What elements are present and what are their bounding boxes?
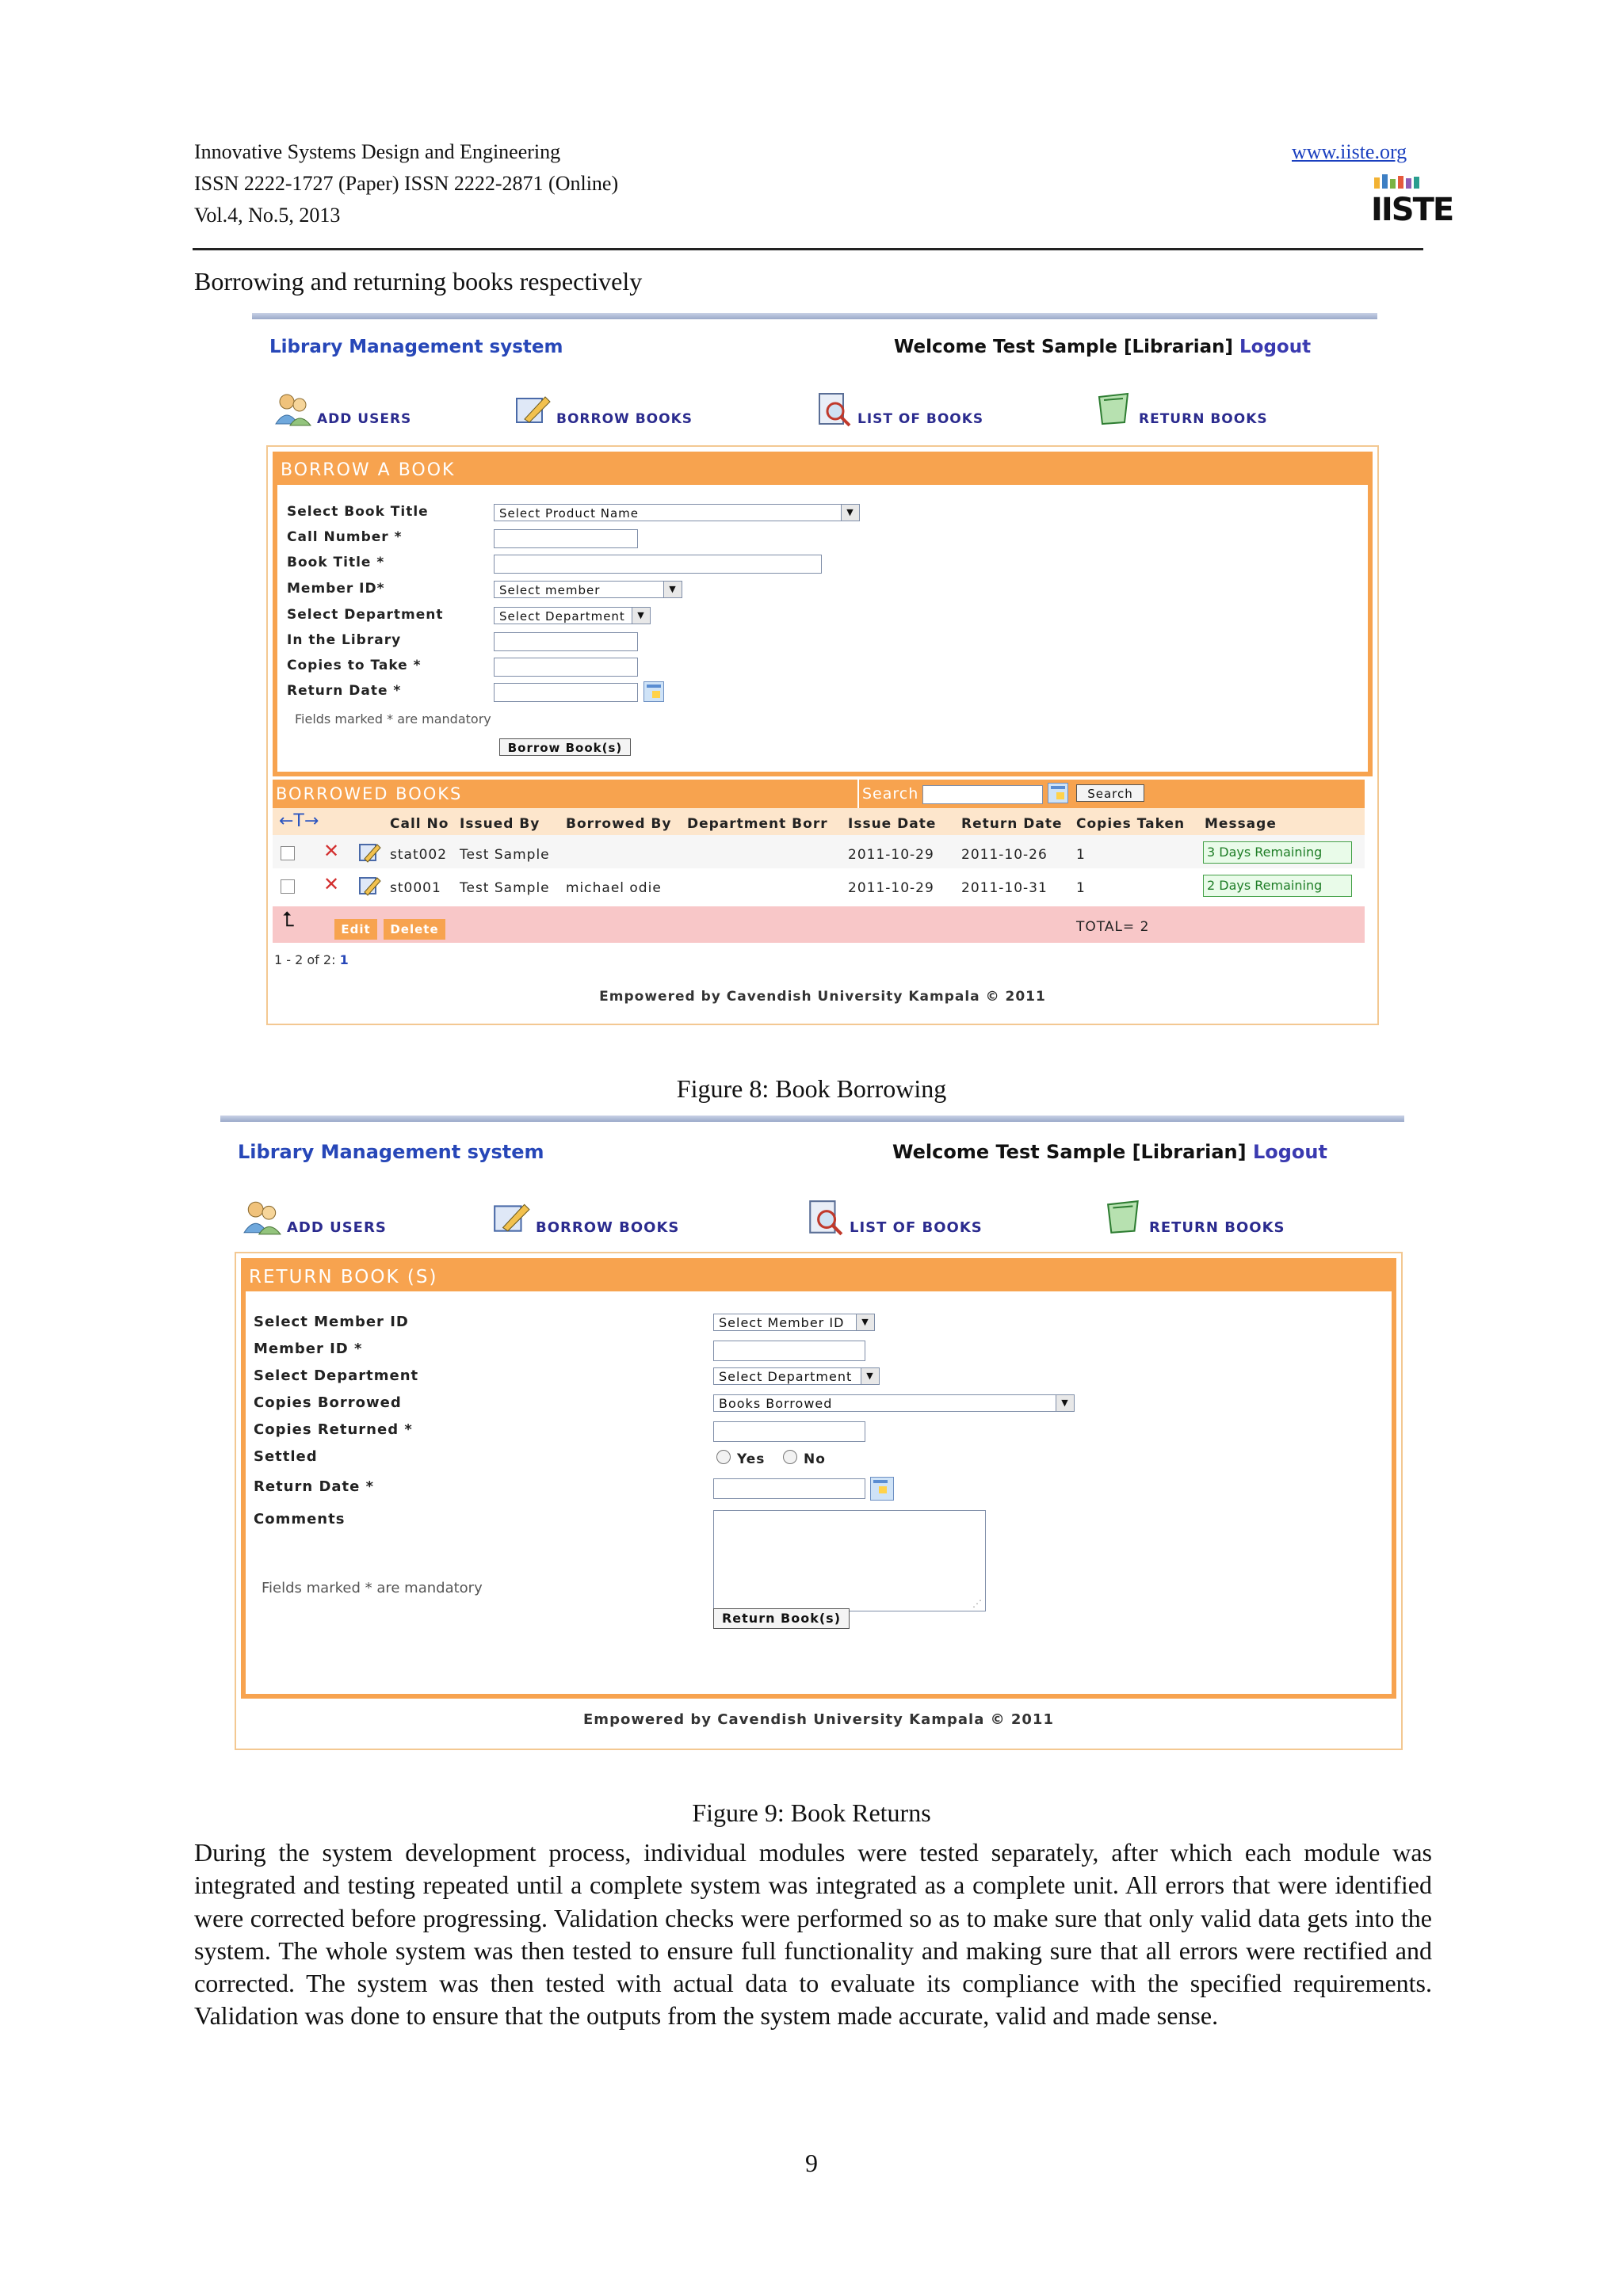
borrowed-books-header [273,780,1365,808]
search-input[interactable] [922,785,1043,804]
label-copies-returned: Copies Returned * [254,1421,413,1438]
edit-pencil-icon [514,392,552,427]
select-department-value: Select Department [499,609,625,624]
total-count: TOTAL= 2 [1076,919,1150,935]
return-screenshot [220,1116,1404,1753]
content-frame [266,445,1379,1025]
col-issue-date[interactable]: Issue Date [848,816,937,832]
journal-issn: ISSN 2222-1727 (Paper) ISSN 2222-2871 (Online) [194,172,619,195]
row2-return-date: 2011-10-31 [961,880,1048,896]
journal-volume: Vol.4, No.5, 2013 [194,204,341,227]
col-return-date[interactable]: Return Date [961,816,1063,832]
select-member-id-value: Select Member ID [719,1315,845,1330]
nav-label-borrow-books: BORROW BOOKS [536,1219,680,1236]
page-number: 9 [805,2149,818,2177]
copies-returned-input[interactable] [713,1421,865,1442]
col-borrowed-by[interactable]: Borrowed By [566,816,672,832]
sort-arrows-icon[interactable]: ←T→ [279,811,319,831]
row2-issued-by: Test Sample [460,880,550,896]
label-call-number: Call Number * [287,529,403,545]
users-icon [274,392,312,427]
nav-label-list-of-books: LIST OF BOOKS [857,411,984,427]
row-checkbox[interactable] [281,846,295,860]
nav-label-add-users: ADD USERS [287,1219,387,1236]
select-department[interactable] [494,607,651,624]
label-select-member-id: Select Member ID [254,1314,409,1330]
col-issued-by[interactable]: Issued By [460,816,540,832]
nav-borrow-books[interactable] [491,1199,679,1236]
delete-button[interactable]: Delete [384,919,445,940]
pagination-page-link[interactable]: 1 [339,952,349,967]
nav-add-users[interactable] [274,392,411,427]
row1-issue-date: 2011-10-29 [848,847,934,863]
label-book-title: Book Title * [287,555,385,570]
return-panel-heading: RETURN BOOK (S) [246,1263,1392,1291]
member-id-input[interactable] [713,1341,865,1361]
col-call-no[interactable]: Call No [390,816,449,832]
nav-return-books[interactable] [1105,1199,1285,1236]
nav-list-of-books[interactable] [805,1199,983,1236]
select-book-title[interactable] [494,504,860,521]
select-member[interactable] [494,581,682,598]
label-select-department: Select Department [254,1367,419,1384]
settled-no-radio[interactable] [783,1450,797,1464]
label-copies-to-take: Copies to Take * [287,658,422,673]
edit-pencil-icon[interactable] [358,841,382,864]
iiste-logo [1371,173,1453,230]
book-title-input[interactable] [494,555,822,574]
delete-x-icon[interactable]: ✕ [323,873,340,895]
select-member-value: Select member [499,583,601,597]
call-number-input[interactable] [494,529,638,548]
borrow-panel [273,452,1373,776]
row1-issued-by: Test Sample [460,847,550,863]
label-member-id: Member ID* [287,581,385,597]
intro-line: Borrowing and returning books respectively [194,267,643,296]
edit-button[interactable]: Edit [334,919,377,940]
col-department[interactable]: Department Borr [687,816,828,832]
iiste-logo-text: IISTE [1371,192,1453,228]
return-date-input[interactable] [713,1478,865,1499]
label-comments: Comments [254,1511,346,1527]
borrow-screenshot [252,313,1377,1030]
search-label: Search [862,785,919,803]
welcome-text [894,337,1311,357]
calendar-icon[interactable] [1048,783,1068,803]
pagination-text: 1 - 2 of 2: [274,952,336,967]
label-return-date: Return Date * [254,1478,375,1495]
app-title[interactable]: Library Management system [269,337,563,357]
app-footer: Empowered by Cavendish University Kampala © 2011 [599,989,1046,1005]
welcome-user: Welcome Test Sample [Librarian] [892,1141,1247,1163]
welcome-text [892,1141,1327,1163]
nav-borrow-books[interactable] [514,392,693,427]
app-footer: Empowered by Cavendish University Kampala © 2011 [583,1711,1054,1728]
nav-return-books[interactable] [1096,392,1268,427]
select-member-id[interactable] [713,1314,875,1331]
borrow-books-button[interactable]: Borrow Book(s) [499,738,631,756]
mandatory-note: Fields marked * are mandatory [295,711,491,727]
welcome-user: Welcome Test Sample [Librarian] [894,337,1233,357]
figure-8-caption: Figure 8: Book Borrowing [676,1074,947,1103]
row2-borrowed-by: michael odie [566,880,662,896]
nav-label-return-books: RETURN BOOKS [1149,1219,1285,1236]
row2-call-no: st0001 [390,880,441,896]
label-select-department: Select Department [287,607,444,623]
magnifier-list-icon [815,392,853,427]
nav-label-return-books: RETURN BOOKS [1139,411,1268,427]
select-book-title-value: Select Product Name [499,506,640,521]
app-title[interactable]: Library Management system [238,1141,544,1163]
col-message[interactable]: Message [1205,816,1277,832]
edit-pencil-icon [491,1199,531,1236]
row2-issue-date: 2011-10-29 [848,880,934,896]
figure-9-caption: Figure 9: Book Returns [692,1798,931,1827]
copies-to-take-input[interactable] [494,658,638,677]
delete-x-icon[interactable]: ✕ [323,840,340,862]
label-return-date: Return Date * [287,683,402,699]
logout-link[interactable]: Logout [1252,1141,1327,1163]
calendar-icon[interactable] [643,681,664,702]
nav-label-borrow-books: BORROW BOOKS [556,411,693,427]
label-member-id: Member ID * [254,1341,363,1357]
select-department[interactable] [713,1367,880,1385]
label-in-library: In the Library [287,632,402,648]
label-settled: Settled [254,1448,318,1465]
edit-pencil-icon[interactable] [358,875,382,897]
comments-textarea[interactable] [713,1510,986,1611]
return-books-button[interactable]: Return Book(s) [713,1608,850,1629]
pagination [274,952,349,967]
chevron-down-icon: ▼ [663,582,682,597]
nav-add-users[interactable] [242,1199,387,1236]
col-copies-taken[interactable]: Copies Taken [1076,816,1186,832]
row1-message-badge: 3 Days Remaining [1203,841,1352,864]
settled-yes-label: Yes [737,1451,766,1467]
calendar-icon[interactable] [870,1477,894,1501]
return-book-icon [1096,392,1134,427]
select-books-borrowed[interactable] [713,1394,1075,1412]
row1-call-no: stat002 [390,847,448,863]
content-frame [235,1252,1403,1750]
select-department-value: Select Department [719,1369,853,1384]
chevron-down-icon: ▼ [841,505,859,521]
row1-return-date: 2011-10-26 [961,847,1048,863]
label-copies-borrowed: Copies Borrowed [254,1394,402,1411]
borrowed-books-heading: BORROWED BOOKS [276,784,463,803]
label-select-book-title: Select Book Title [287,504,429,520]
chevron-down-icon: ▼ [632,608,650,624]
mandatory-note: Fields marked * are mandatory [262,1580,483,1596]
browser-top-strip [252,313,1377,319]
in-library-input[interactable] [494,632,638,651]
journal-title: Innovative Systems Design and Engineering [194,140,561,163]
settled-no-label: No [804,1451,826,1467]
select-all-arrow-icon: ⮤ [282,908,295,932]
return-book-icon [1105,1199,1144,1236]
nav-list-of-books[interactable] [815,392,983,427]
select-books-borrowed-value: Books Borrowed [719,1396,833,1411]
row2-message-badge: 2 Days Remaining [1203,875,1352,897]
header-rule [193,248,1423,250]
logout-link[interactable]: Logout [1239,337,1312,357]
magnifier-list-icon [805,1199,845,1236]
journal-website-link[interactable]: www.iiste.org [1292,140,1407,163]
search-button[interactable]: Search [1076,784,1144,802]
nav-label-add-users: ADD USERS [317,411,412,427]
return-date-input[interactable] [494,683,638,702]
header-divider [857,780,859,808]
row-checkbox[interactable] [281,879,295,894]
row1-copies: 1 [1076,847,1086,863]
row2-copies: 1 [1076,880,1086,896]
body-paragraph: During the system development process, individual modules were tested separately, after which each module was integrated and testing repeated until a complete system was integrated as a complete unit. All errors that were identified were corrected before progressing. Validation checks were performed so as to make sure that only valid data gets into the system. The whole system was then tested to ensure full functionality and making sure that all errors were rectified and corrected. The system was then tested with actual data to evaluate its compliance with the specified requirements. Validation was done to ensure that the outputs from the system made accurate, valid and made sense. [194,1838,1432,2031]
browser-top-strip [220,1116,1404,1122]
resize-handle-icon[interactable]: ⋰ [972,1598,982,1609]
chevron-down-icon: ▼ [1056,1395,1074,1411]
chevron-down-icon: ▼ [861,1368,879,1384]
chevron-down-icon: ▼ [856,1314,874,1330]
borrow-panel-heading: BORROW A BOOK [277,456,1368,485]
nav-label-list-of-books: LIST OF BOOKS [850,1219,983,1236]
settled-yes-radio[interactable] [716,1450,731,1464]
return-panel [241,1258,1396,1699]
users-icon [242,1199,282,1236]
